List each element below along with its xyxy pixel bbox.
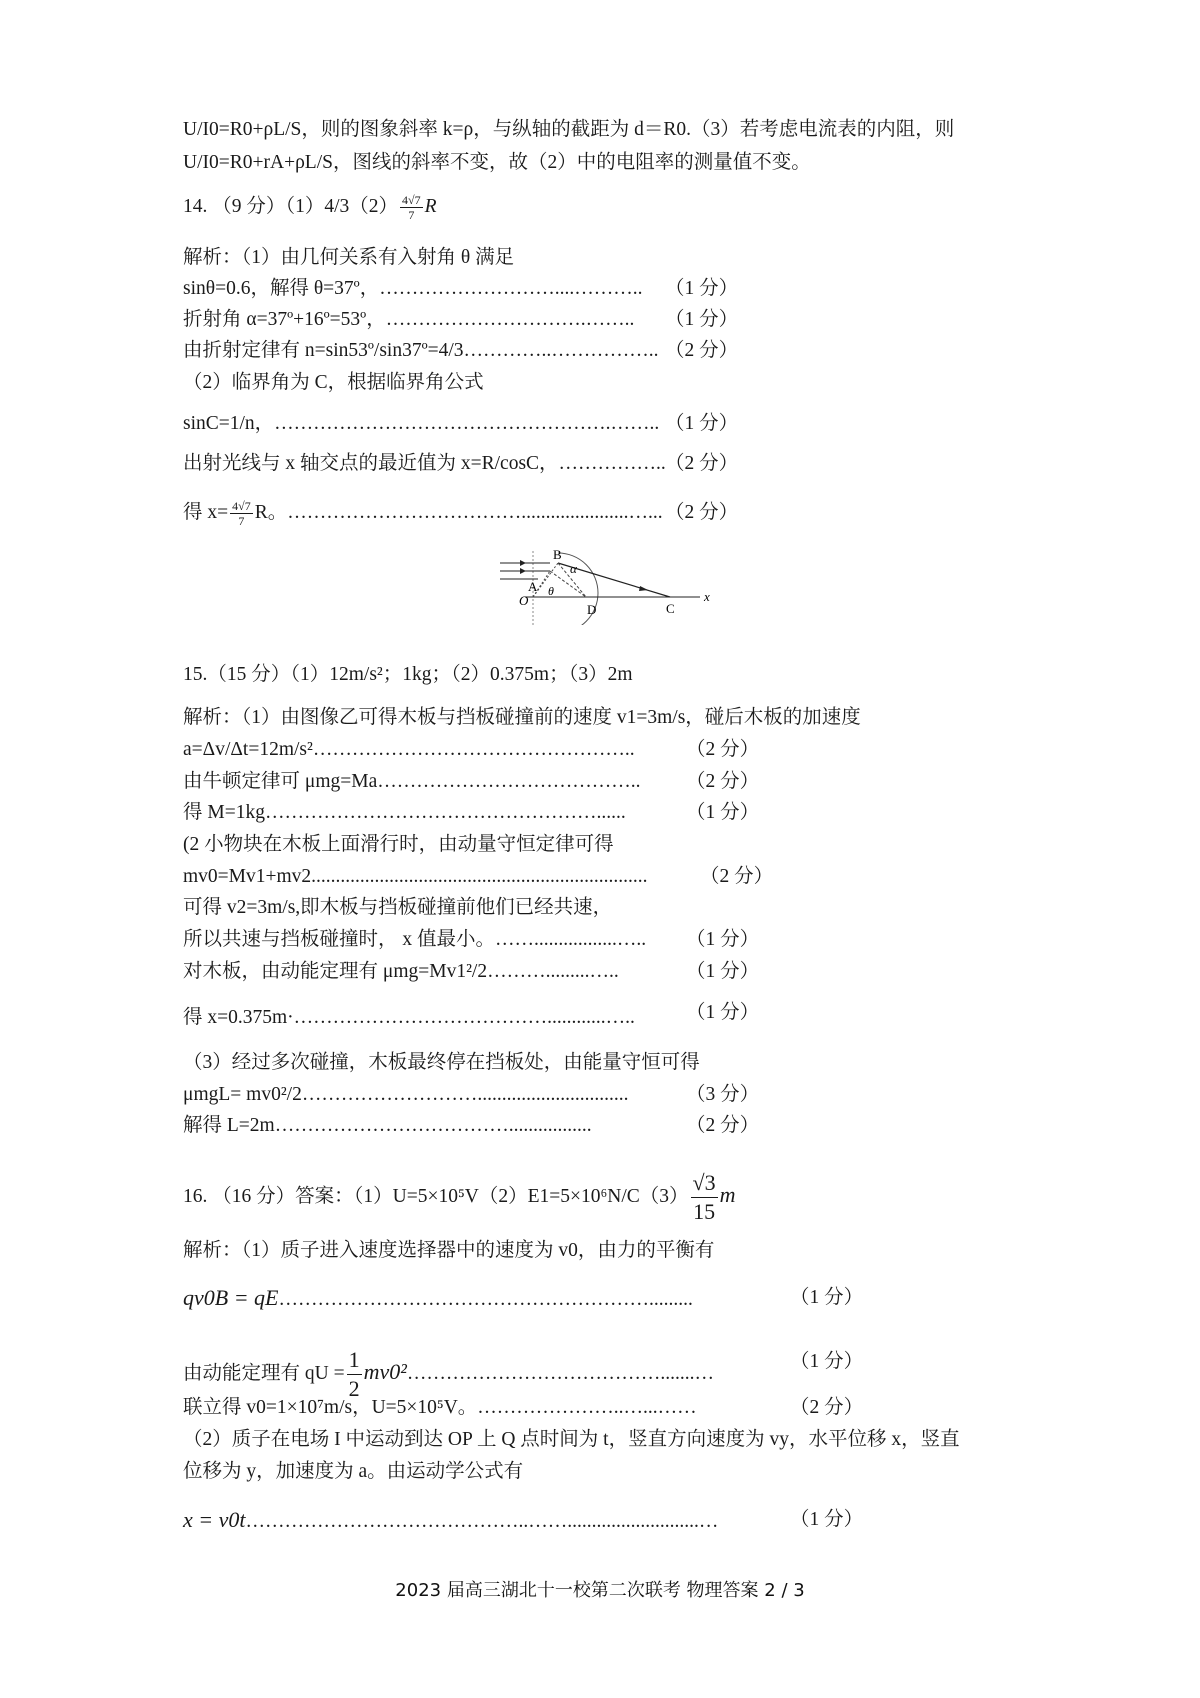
score-mark: （1 分） <box>686 929 760 950</box>
score-mark: （2 分） <box>686 1115 760 1136</box>
text-line: U/I0=R0+ρL/S，则的图象斜率 k=ρ，与纵轴的截距为 d＝R0.（3）若考虑电流表的内阻，则 <box>183 119 955 140</box>
score-mark: （1 分） <box>790 1509 864 1530</box>
text-line: 解析：（1）由几何关系有入射角 θ 满足 <box>183 247 515 268</box>
equation-line: x = v0t……………………………………..……...........................… <box>183 1507 719 1532</box>
text-line: a=Δv/Δt=12m/s²………………………………………….. <box>183 739 635 760</box>
score-mark: （1 分） <box>665 278 739 299</box>
text-line: （2）临界角为 C，根据临界角公式 <box>183 372 484 393</box>
question-16-header: 16. （16 分）答案：（1）U=5×10⁵V（2）E1=5×10⁶N/C（3） $\frac{√3}{15}$ m <box>183 1170 736 1224</box>
label-b: B <box>553 547 562 562</box>
label-theta: θ <box>548 584 554 598</box>
arrow-icon <box>520 568 526 574</box>
question-16-answer: 16. （16 分）答案：（1）U=5×10⁵V（2）E1=5×10⁶N/C（3） <box>183 1185 689 1207</box>
optics-diagram <box>490 545 720 625</box>
score-mark: （1 分） <box>665 413 739 434</box>
text-line: (2 小物块在木板上面滑行时，由动量守恒定律可得 <box>183 834 614 855</box>
label-d: D <box>587 602 597 617</box>
text-line: 可得 v2=3m/s,即木板与挡板碰撞前他们已经共速， <box>183 897 613 918</box>
equation-line: qv0B = qE…………………………………………………......... <box>183 1285 693 1310</box>
text-line: 得 M=1kg……………………………………………...... <box>183 802 626 823</box>
text-line: 联立得 v0=1×10⁷m/s，U=5×10⁵V。…………………..…...…… <box>183 1397 697 1418</box>
text-line: 位移为 y，加速度为 a。由运动学公式有 <box>183 1461 524 1482</box>
fraction: $\frac{√3}{15}$ <box>692 1170 716 1224</box>
text-line: 由牛顿定律可 μmg=Ma………………………………….. <box>183 771 641 792</box>
score-mark: （2 分） <box>665 502 739 523</box>
text-line: 由折射定律有 n=sin53º/sin37º=4/3…………..…………….. <box>183 340 659 361</box>
text-line: 解析：（1）由图像乙可得木板与挡板碰撞前的速度 v1=3m/s，碰后木板的加速度 <box>183 707 861 728</box>
text-line: 得 x= $\frac{4√7}{7}$ R。………………………………......................…... <box>183 499 663 529</box>
page-footer: 2023 届高三湖北十一校第二次联考 物理答案 2 / 3 <box>395 1580 805 1601</box>
score-mark: （1 分） <box>686 802 760 823</box>
text-line: 对木板，由动能定理有 μmg=Mv1²/2……….........….. <box>183 961 619 982</box>
score-mark: （2 分） <box>700 866 774 887</box>
label-c: C <box>666 601 675 616</box>
label-a: A <box>528 579 538 594</box>
score-mark: （1 分） <box>686 1002 760 1023</box>
score-mark: （2 分） <box>686 739 760 760</box>
text-line: sinθ=0.6，解得 θ=37º，………………………....……….. <box>183 278 643 299</box>
fraction: $\frac{4√7}{7}$ <box>232 499 251 529</box>
question-14-header: 14. （9 分）（1）4/3（2） $\frac{4√7}{7}$ R <box>183 193 437 223</box>
text-line: 折射角 α=37º+16º=53º，………………………….…….. <box>183 309 635 330</box>
text-line: μmgL= mv0²/2………………………............................... <box>183 1084 629 1105</box>
score-mark: （1 分） <box>686 961 760 982</box>
label-x: x <box>704 589 710 604</box>
score-mark: （2 分） <box>665 340 739 361</box>
score-mark: （1 分） <box>790 1351 864 1372</box>
text-line: sinC=1/n，…………………………………………….…….. <box>183 413 660 434</box>
equation-line: 由动能定理有 qU = $\frac{1}{2}$ mv0²………………………………….......… <box>183 1347 714 1401</box>
score-mark: （2 分） <box>665 453 739 474</box>
fraction: $\frac{1}{2}$ <box>348 1347 360 1401</box>
arrow-icon <box>520 560 526 566</box>
score-mark: （2 分） <box>686 771 760 792</box>
text-line: 解得 L=2m………………………………................. <box>183 1115 592 1136</box>
text-line: （2）质子在电场 I 中运动到达 OP 上 Q 点时间为 t，竖直方向速度为 vy，水平位移 x，竖直 <box>183 1429 960 1450</box>
text-line: 所以共速与挡板碰撞时， x 值最小。…….................….. <box>183 929 647 950</box>
text-line: U/I0=R0+rA+ρL/S，图线的斜率不变，故（2）中的电阻率的测量值不变。 <box>183 152 811 173</box>
label-o: O <box>519 593 529 608</box>
score-mark: （1 分） <box>665 309 739 330</box>
score-mark: （2 分） <box>790 1397 864 1418</box>
question-14-answer: 14. （9 分）（1）4/3（2） <box>183 196 399 217</box>
label-alpha: α <box>570 561 577 576</box>
text-line: （3）经过多次碰撞，木板最终停在挡板处，由能量守恒可得 <box>183 1052 700 1073</box>
score-mark: （1 分） <box>790 1287 864 1308</box>
text-line: 出射光线与 x 轴交点的最近值为 x=R/cosC，…………….. <box>183 453 666 474</box>
text-line: 解析：（1）质子进入速度选择器中的速度为 v0，由力的平衡有 <box>183 1240 715 1261</box>
question-15-header: 15.（15 分）（1）12m/s²；1kg；（2）0.375m；（3）2m <box>183 664 633 685</box>
text-line: 得 x=0.375m·…………………………………............….. <box>183 1007 635 1028</box>
fraction: $\frac{4√7}{7}$ <box>402 193 421 223</box>
text-line: mv0=Mv1+mv2..................................................................... <box>183 866 648 887</box>
score-mark: （3 分） <box>686 1084 760 1105</box>
